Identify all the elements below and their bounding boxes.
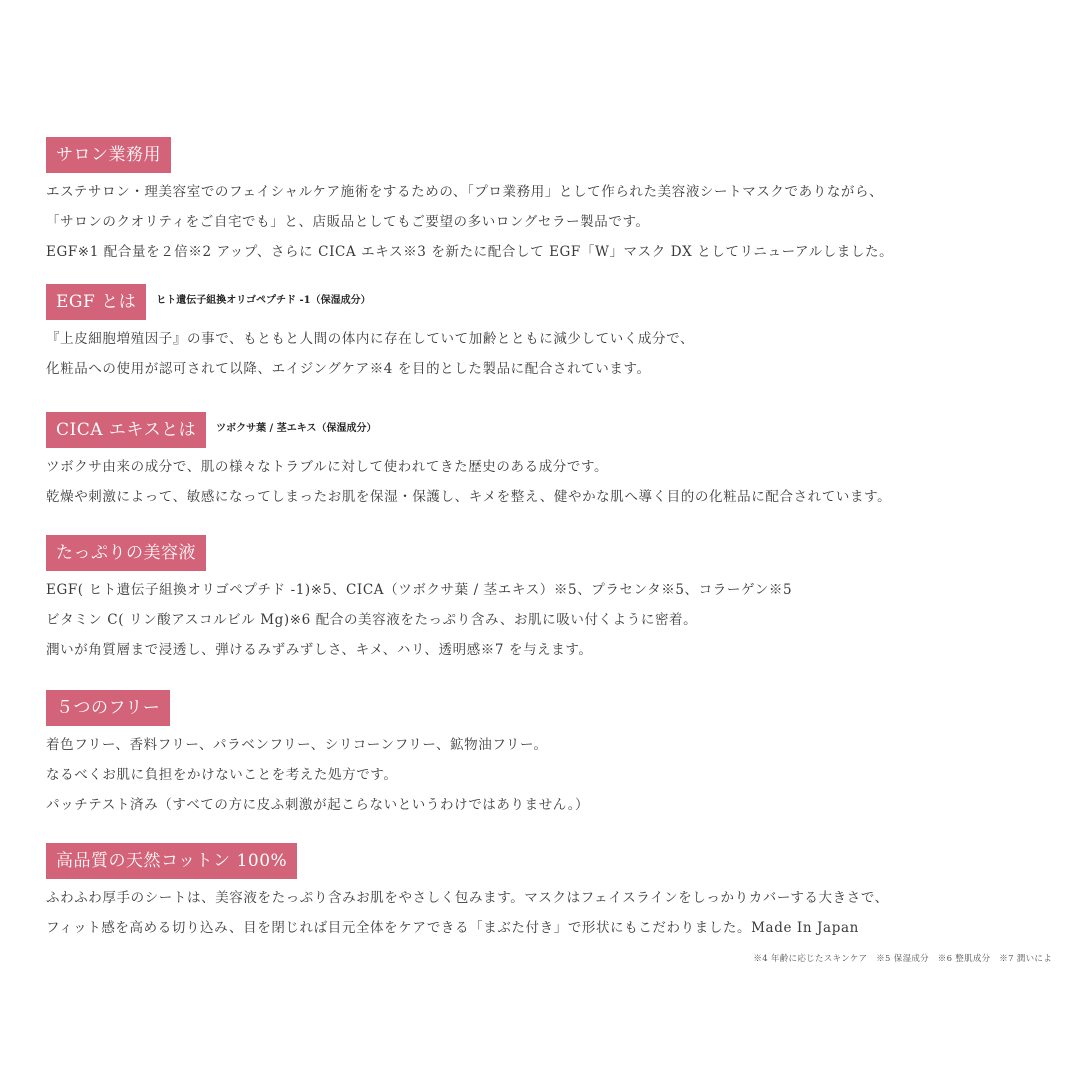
- body-line: 潤いが角質層まで浸透し、弾けるみずみずしさ、キメ、ハリ、透明感※7 を与えます。: [46, 642, 593, 658]
- body-line: なるべくお肌に負担をかけないことを考えた処方です。: [46, 767, 398, 783]
- section-note: ヒト遺伝子組換オリゴペプチド -1（保湿成分）: [156, 294, 371, 306]
- body-line: 乾燥や刺激によって、敏感になってしまったお肌を保湿・保護し、キメを整え、健やかな肌へ導く目的の化粧品に配合されています。: [46, 489, 892, 505]
- section-cica: [46, 412, 1046, 512]
- section-five-free: [46, 690, 1046, 820]
- section-heading: たっぷりの美容液: [46, 535, 206, 571]
- section-heading: 高品質の天然コットン 100%: [46, 843, 297, 879]
- body-line: 「サロンのクオリティをご自宅でも」と、店販品としてもご要望の多いロングセラー製品です。: [46, 214, 650, 230]
- section-body: [46, 324, 1046, 384]
- section-header: [46, 535, 1046, 571]
- body-line: 『上皮細胞増殖因子』の事で、もともと人間の体内に存在していて加齢とともに減少していく成分で、: [46, 331, 695, 347]
- section-body: [46, 575, 1046, 665]
- footnote: ※4 年齢に応じたスキンケア ※5 保湿成分 ※6 整肌成分 ※7 潤いによ: [753, 954, 1052, 964]
- section-body: [46, 883, 1046, 943]
- section-header: [46, 137, 1046, 173]
- section-body: [46, 730, 1046, 820]
- body-line: EGF( ヒト遺伝子組換オリゴペプチド -1)※5、CICA（ツボクサ葉 / 茎エキス）※5、プラセンタ※5、コラーゲン※5: [46, 582, 793, 598]
- body-line: フィット感を高める切り込み、目を閉じれば目元全体をケアできる「まぶた付き」で形状にもこだわりました。Made In Japan: [46, 920, 859, 936]
- section-heading: EGF とは: [46, 284, 146, 320]
- section-header: [46, 843, 1046, 879]
- section-body: [46, 452, 1046, 512]
- section-serum: [46, 535, 1046, 665]
- section-heading: ５つのフリー: [46, 690, 170, 726]
- section-egf: [46, 284, 1046, 384]
- body-line: エステサロン・理美容室でのフェイシャルケア施術をするための、「プロ業務用」として作られた美容液シートマスクでありながら、: [46, 184, 884, 200]
- body-line: ふわふわ厚手のシートは、美容液をたっぷり含みお肌をやさしく包みます。マスクはフェイスラインをしっかりカバーする大きさで、: [46, 890, 889, 906]
- body-line: パッチテスト済み（すべての方に皮ふ刺激が起こらないというわけではありません。）: [46, 797, 590, 813]
- body-line: ビタミン C( リン酸アスコルビル Mg)※6 配合の美容液をたっぷり含み、お肌に吸い付くように密着。: [46, 612, 698, 628]
- body-line: 着色フリー、香料フリー、パラベンフリー、シリコーンフリー、鉱物油フリー。: [46, 737, 548, 753]
- section-note: ツボクサ葉 / 茎エキス（保湿成分）: [216, 422, 377, 434]
- section-header: [46, 412, 1046, 448]
- section-heading: CICA エキスとは: [46, 412, 206, 448]
- section-heading: サロン業務用: [46, 137, 171, 173]
- section-header: [46, 284, 1046, 320]
- body-line: EGF※1 配合量を２倍※2 アップ、さらに CICA エキス※3 を新たに配合して EGF「W」マスク DX としてリニューアルしました。: [46, 244, 894, 260]
- section-header: [46, 690, 1046, 726]
- section-body: [46, 177, 1046, 267]
- section-salon-use: [46, 137, 1046, 267]
- body-line: 化粧品への使用が認可されて以降、エイジングケア※4 を目的とした製品に配合されています。: [46, 361, 651, 377]
- section-cotton: [46, 843, 1046, 943]
- body-line: ツボクサ由来の成分で、肌の様々なトラブルに対して使われてきた歴史のある成分です。: [46, 459, 609, 475]
